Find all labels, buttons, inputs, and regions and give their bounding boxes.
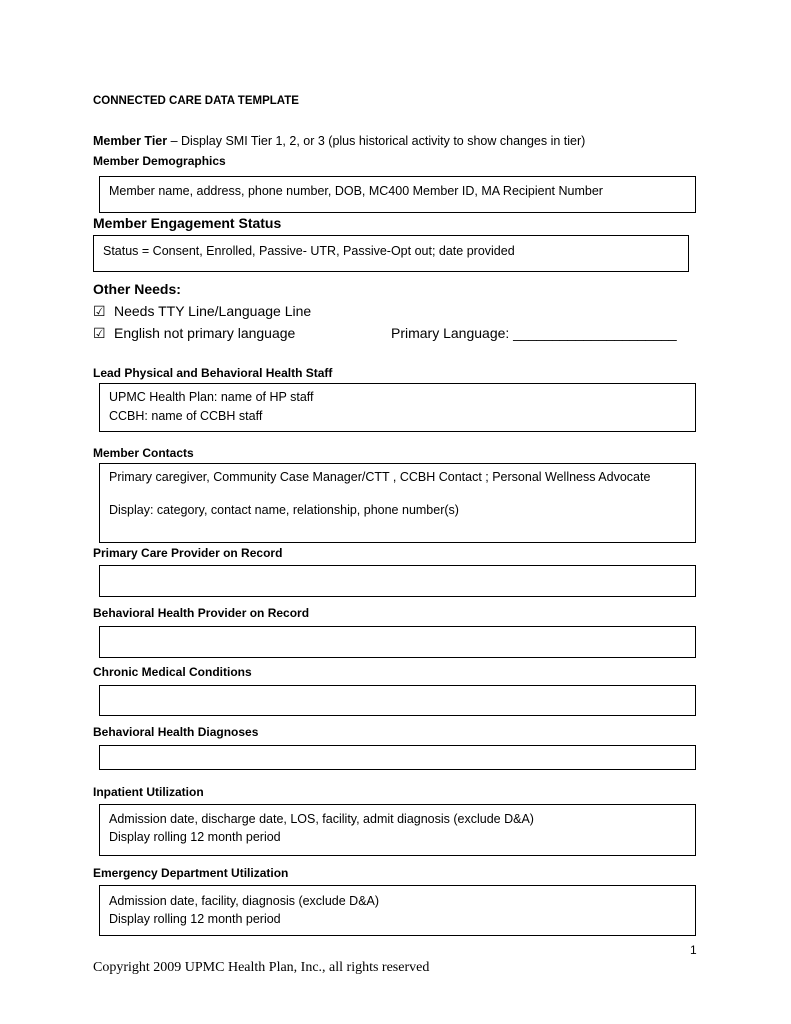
lead-staff-line: CCBH: name of CCBH staff <box>109 409 263 423</box>
bh-provider-heading: Behavioral Health Provider on Record <box>93 606 310 620</box>
page-number: 1 <box>690 943 697 957</box>
lead-staff-box <box>99 383 696 432</box>
member-demographics-box <box>99 176 696 213</box>
bh-diagnoses-field[interactable] <box>99 745 696 770</box>
other-needs-item-label: English not primary language <box>114 325 296 341</box>
inpatient-line: Display rolling 12 month period <box>109 830 281 844</box>
bh-diagnoses-heading: Behavioral Health Diagnoses <box>93 725 259 739</box>
chronic-conditions-field[interactable] <box>99 685 696 716</box>
ed-box <box>99 885 696 936</box>
ed-heading: Emergency Department Utilization <box>93 866 289 880</box>
inpatient-line: Admission date, discharge date, LOS, facility, admit diagnosis (exclude D&A) <box>109 812 534 826</box>
member-engagement-box <box>93 235 689 272</box>
other-needs-item <box>93 325 295 342</box>
member-tier-line <box>93 134 585 148</box>
ed-line: Display rolling 12 month period <box>109 912 281 926</box>
chronic-conditions-heading: Chronic Medical Conditions <box>93 665 252 679</box>
other-needs-heading: Other Needs: <box>93 281 181 297</box>
member-tier-text: – Display SMI Tier 1, 2, or 3 (plus historical activity to show changes in tier) <box>167 134 586 148</box>
checkbox-checked-icon[interactable]: ☑ <box>93 325 106 341</box>
member-contacts-heading: Member Contacts <box>93 446 194 460</box>
copyright-footer: Copyright 2009 UPMC Health Plan, Inc., all rights reserved <box>93 960 430 975</box>
other-needs-item <box>93 303 311 320</box>
inpatient-heading: Inpatient Utilization <box>93 785 204 799</box>
member-contacts-box <box>99 463 696 543</box>
member-engagement-heading: Member Engagement Status <box>93 215 282 231</box>
lead-staff-line: UPMC Health Plan: name of HP staff <box>109 390 314 404</box>
pcp-field[interactable] <box>99 565 696 597</box>
member-demographics-text: Member name, address, phone number, DOB, MC400 Member ID, MA Recipient Number <box>109 184 603 198</box>
member-tier-label: Member Tier <box>93 134 168 148</box>
primary-language-field[interactable]: Primary Language: _____________________ <box>391 325 677 341</box>
member-contacts-line: Primary caregiver, Community Case Manager/CTT , CCBH Contact ; Personal Wellness Advocate <box>109 470 651 484</box>
checkbox-checked-icon[interactable]: ☑ <box>93 303 106 319</box>
ed-line: Admission date, facility, diagnosis (exclude D&A) <box>109 894 380 908</box>
inpatient-box <box>99 804 696 856</box>
member-contacts-line: Display: category, contact name, relationship, phone number(s) <box>109 503 459 517</box>
member-engagement-text: Status = Consent, Enrolled, Passive- UTR, Passive-Opt out; date provided <box>103 244 515 258</box>
document-title: CONNECTED CARE DATA TEMPLATE <box>93 95 299 107</box>
lead-staff-heading: Lead Physical and Behavioral Health Staff <box>93 366 333 380</box>
member-demographics-heading: Member Demographics <box>93 154 226 168</box>
bh-provider-field[interactable] <box>99 626 696 658</box>
other-needs-item-label: Needs TTY Line/Language Line <box>114 303 312 319</box>
pcp-heading: Primary Care Provider on Record <box>93 546 283 560</box>
